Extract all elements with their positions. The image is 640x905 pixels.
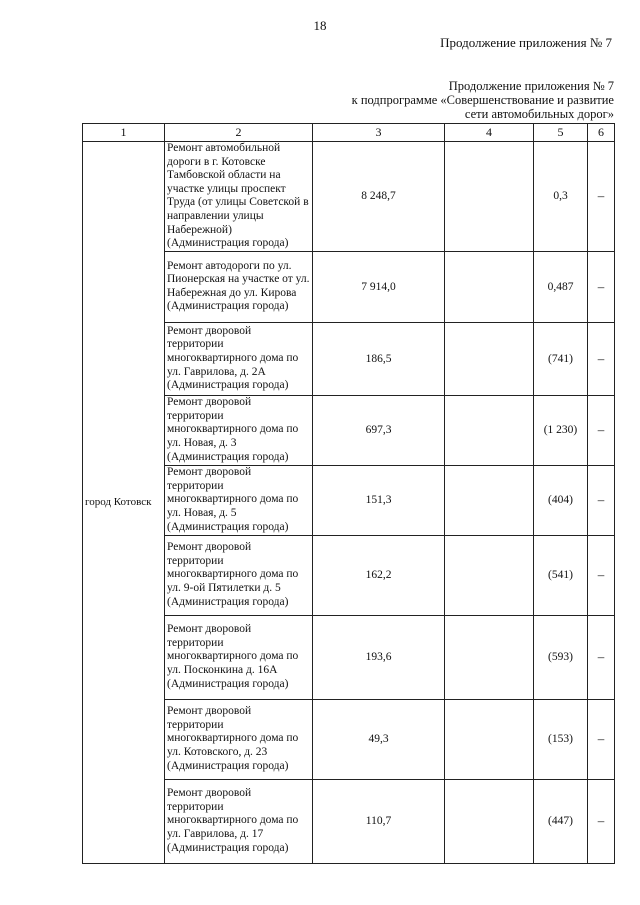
project-description: Ремонт дворовой территории многоквартирного дома по ул. Гаврилова, д. 17 (Администрация города) xyxy=(165,779,313,863)
empty-cell xyxy=(445,395,534,465)
amount-cell: 110,7 xyxy=(313,779,445,863)
empty-cell xyxy=(445,615,534,699)
amount-cell: 193,6 xyxy=(313,615,445,699)
amount-cell: 186,5 xyxy=(313,322,445,395)
empty-cell xyxy=(445,142,534,252)
value-cell: (404) xyxy=(534,465,588,535)
project-description: Ремонт дворовой территории многоквартирного дома по ул. Посконкина д. 16А (Администрация города) xyxy=(165,615,313,699)
project-description: Ремонт автодороги по ул. Пионерская на участке от ул. Набережная до ул. Кирова (Администрация города) xyxy=(165,251,313,322)
value-cell: (741) xyxy=(534,322,588,395)
empty-cell xyxy=(445,535,534,615)
empty-cell xyxy=(445,699,534,779)
amount-cell: 49,3 xyxy=(313,699,445,779)
dash-cell: – xyxy=(588,535,615,615)
value-cell: 0,3 xyxy=(534,142,588,252)
column-header: 3 xyxy=(313,124,445,142)
dash-cell: – xyxy=(588,699,615,779)
project-description: Ремонт дворовой территории многоквартирного дома по ул. 9-ой Пятилетки д. 5 (Администрация города) xyxy=(165,535,313,615)
continuation-label: Продолжение приложения № 7 xyxy=(440,35,612,50)
page-number: 18 xyxy=(313,18,327,33)
value-cell: (541) xyxy=(534,535,588,615)
appendix-header-line-3: сети автомобильных дорог» xyxy=(464,107,614,121)
dash-cell: – xyxy=(588,779,615,863)
value-cell: 0,487 xyxy=(534,251,588,322)
dash-cell: – xyxy=(588,615,615,699)
value-cell: (593) xyxy=(534,615,588,699)
dash-cell: – xyxy=(588,322,615,395)
empty-cell xyxy=(445,322,534,395)
value-cell: (153) xyxy=(534,699,588,779)
column-header: 4 xyxy=(445,124,534,142)
project-description: Ремонт дворовой территории многоквартирного дома по ул. Котовского, д. 23 (Администрация города) xyxy=(165,699,313,779)
amount-cell: 8 248,7 xyxy=(313,142,445,252)
appendix-header-line-1: Продолжение приложения № 7 xyxy=(448,79,614,93)
value-cell: (447) xyxy=(534,779,588,863)
city-cell: город Котовск xyxy=(83,142,165,864)
empty-cell xyxy=(445,465,534,535)
dash-cell: – xyxy=(588,142,615,252)
project-description: Ремонт дворовой территории многоквартирного дома по ул. Новая, д. 5 (Администрация города) xyxy=(165,465,313,535)
appendix-header xyxy=(352,79,614,121)
table-header-row xyxy=(83,124,615,142)
project-description: Ремонт автомобильной дороги в г. Котовске Тамбовской области на участке улицы проспект Труда (от улицы Советской в направлении улицы Набережной) (Администрация города) xyxy=(165,142,313,252)
column-header: 1 xyxy=(83,124,165,142)
dash-cell: – xyxy=(588,465,615,535)
dash-cell: – xyxy=(588,395,615,465)
project-description: Ремонт дворовой территории многоквартирного дома по ул. Гаврилова, д. 2А (Администрация города) xyxy=(165,322,313,395)
appendix-header-line-2: к подпрограмме «Совершенствование и развитие xyxy=(351,93,614,107)
amount-cell: 151,3 xyxy=(313,465,445,535)
road-repair-table xyxy=(82,123,615,864)
empty-cell xyxy=(445,251,534,322)
column-header: 2 xyxy=(165,124,313,142)
amount-cell: 7 914,0 xyxy=(313,251,445,322)
project-description: Ремонт дворовой территории многоквартирного дома по ул. Новая, д. 3 (Администрация города) xyxy=(165,395,313,465)
amount-cell: 162,2 xyxy=(313,535,445,615)
amount-cell: 697,3 xyxy=(313,395,445,465)
dash-cell: – xyxy=(588,251,615,322)
column-header: 6 xyxy=(588,124,615,142)
column-header: 5 xyxy=(534,124,588,142)
value-cell: (1 230) xyxy=(534,395,588,465)
empty-cell xyxy=(445,779,534,863)
table-row xyxy=(83,142,615,252)
